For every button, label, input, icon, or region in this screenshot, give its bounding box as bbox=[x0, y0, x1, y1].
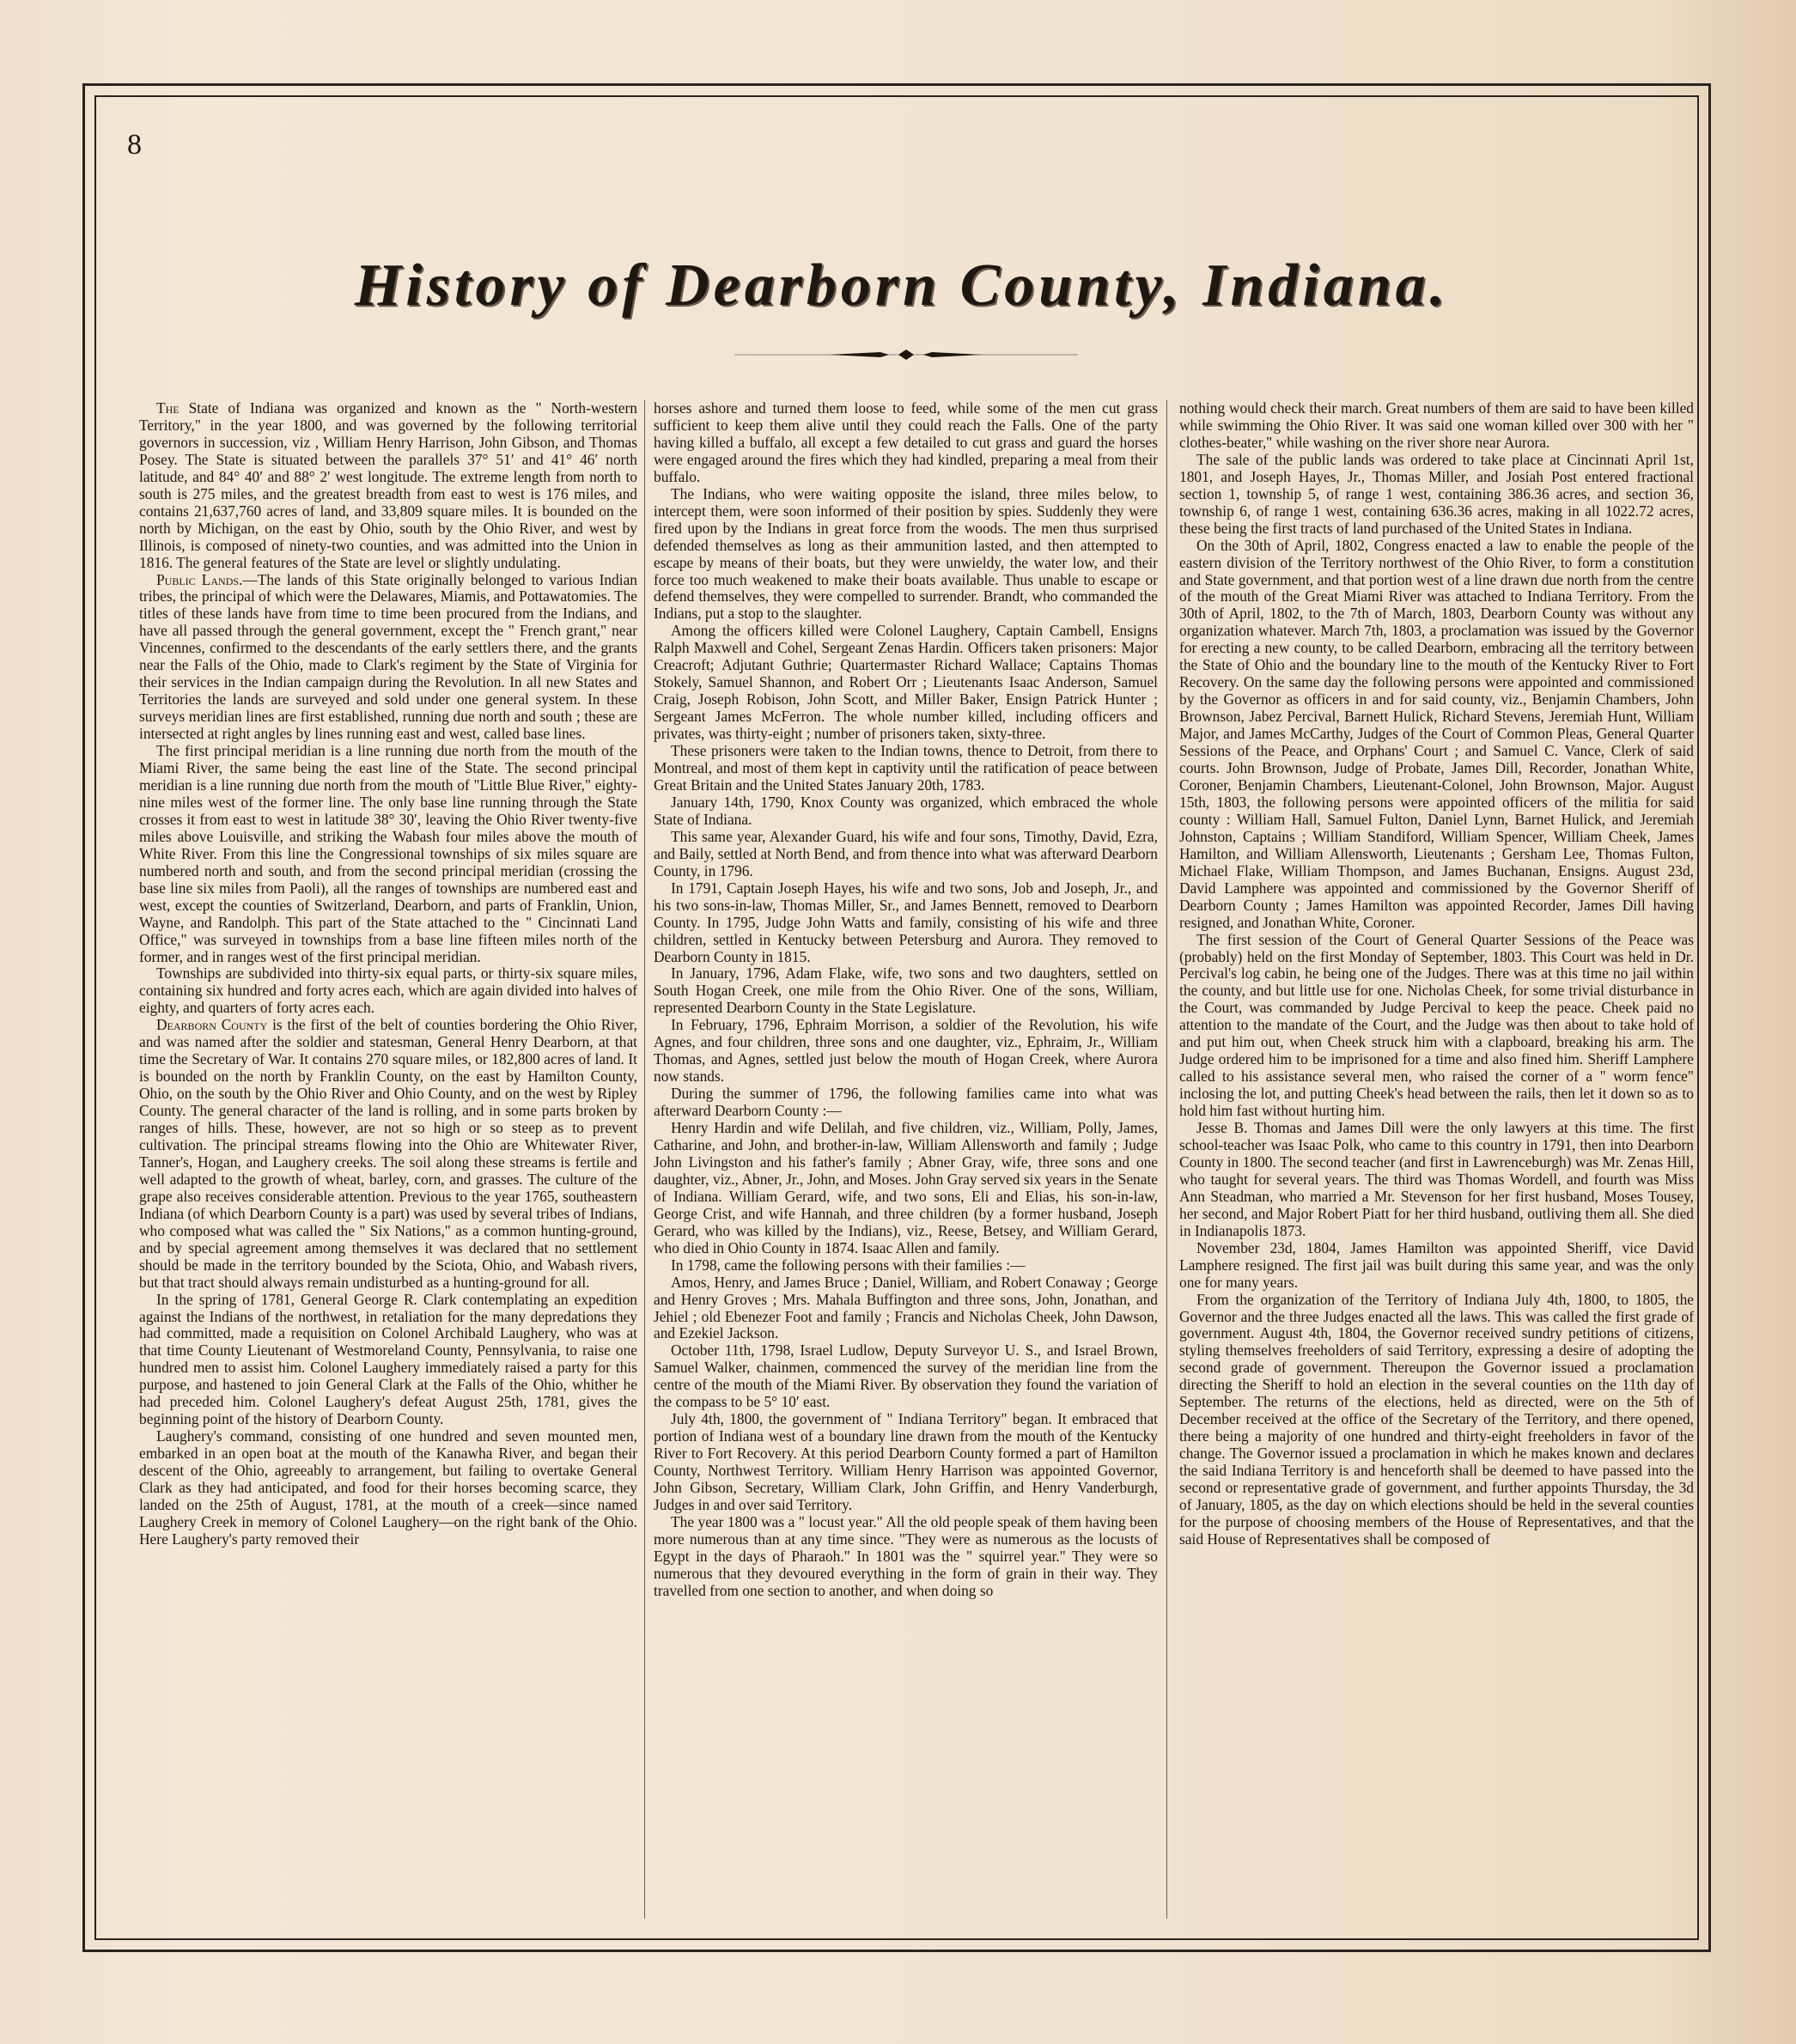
paragraph bbox=[654, 743, 1158, 794]
paragraph bbox=[139, 743, 637, 965]
paragraph-text: Amos, Henry, and James Bruce ; Daniel, William, and Robert Conaway ; George and Henry Groves ; Mrs. Mahala Buffington and three sons, John, Jonathan, and Jehiel ; old Ebenezer Foot and family ; Francis and Nicholas Cheek, John Dawson, and Ezekiel Jackson. bbox=[654, 1273, 1158, 1342]
paragraph-text: October 11th, 1798, Israel Ludlow, Deputy Surveyor U. S., and Israel Brown, Samuel Walker, chainmen, commenced the survey of the meridian line from the centre of the mouth of the Miami River. By observation they found the variation of the compass to be 5° 10′ east. bbox=[654, 1341, 1158, 1411]
paragraph-text: This same year, Alexander Guard, his wife and four sons, Timothy, David, Ezra, and Baily, settled at North Bend, and from thence into what was afterward Dearborn County, in 1796. bbox=[654, 827, 1158, 879]
paragraph bbox=[1179, 452, 1694, 538]
paragraph-text: Townships are subdivided into thirty-six equal parts, or thirty-six square miles, containing six hundred and forty acres each, which are again divided into halves of eighty, and quarters of forty acres each. bbox=[139, 964, 637, 1017]
text-column-3 bbox=[1166, 400, 1694, 1919]
paragraph bbox=[654, 1257, 1158, 1274]
paragraph-text: The first session of the Court of General Quarter Sessions of the Peace was (probably) held on the first Monday of September, 1803. This Court was held in Dr. Percival's log cabin, he being one of the Judges. There was at this time no jail within the county, and but little use for one. Nicholas Cheek, for some trivial disturbance in the Court, was commanded by Judge Percival to keep the peace. Cheek paid no attention to the mandate of the Court, and the Judge was then about to take hold of and put him out, when Cheek struck him with a clapboard, breaking his arm. The Judge ordered him to be imprisoned for a time and also fined him. Sheriff Lamphere called to his assistance several men, who raised the corner of a " worm fence" inclosing the lot, and putting Cheek's head between the rails, then let it down so as to hold him fast without hurting him. bbox=[1179, 930, 1694, 1120]
paragraph-text: State of Indiana was organized and known as the " North-western Territory," in the year 1800, and was governed by the following territorial governors in succession, viz , William Henry Harrison, John Gibson, and Thomas Posey. The State is situated between the parallels 37° 51′ and 41° 46′ north latitude, and 84° 40′ and 88° 2′ west longitude. The extreme length from north to south is 275 miles, and the greatest breadth from east to west is 176 miles, and contains 21,637,760 acres of land, and 33,809 square miles. It is bounded on the north by Michigan, on the east by Ohio, south by the Ohio River, and west by Illinois, is composed of ninety-two counties, and was admitted into the Union in 1816. The general features of the State are level or slightly undulating. bbox=[139, 400, 637, 571]
paragraph-text: nothing would check their march. Great numbers of them are said to have been killed while swimming the Ohio River. It was said one woman killed over 300 with her " clothes-beater," while washing on the river shore near Aurora. bbox=[1179, 400, 1694, 451]
paragraph bbox=[1179, 932, 1694, 1120]
paragraph-lead-in: The bbox=[156, 400, 180, 417]
article-body bbox=[139, 400, 1694, 1919]
paragraph-text: Laughery's command, consisting of one hundred and seven mounted men, embarked in an open boat at the mouth of the Kanawha River, and began their descent of the Ohio, agreeably to arrangement, but failing to overtake General Clark as they had anticipated, and food for their horses becoming scarce, they landed on the 25th of August, 1781, at the mouth of a creek—since named Laughery Creek in memory of Colonel Laughery—on the right bank of the Ohio. Here Laughery's party removed their bbox=[139, 1427, 637, 1548]
paragraph bbox=[654, 1274, 1158, 1343]
paragraph bbox=[654, 794, 1158, 829]
paragraph-text: In the spring of 1781, General George R. Clark contemplating an expedition against the Indians of the northwest, in retaliation for the many depredations they had committed, made a requisition on Colonel Archibald Laughery, who was at that time County Lieutenant of Westmoreland County, Pennsylvania, to raise one hundred men to assist him. Colonel Laughery immediately raised a party for this purpose, and hastened to join General Clark at the Falls of the Ohio, whither he had preceded him. Colonel Laughery's defeat August 25th, 1781, gives the beginning point of the history of Dearborn County. bbox=[139, 1290, 637, 1428]
paragraph bbox=[654, 1342, 1158, 1411]
paragraph bbox=[1179, 1120, 1694, 1240]
paragraph-text: The Indians, who were waiting opposite the island, three miles below, to intercept them, were soon informed of their position by spies. Suddenly they were fired upon by the Indians in great force from the woods. The men thus surprised defended themselves as long as their ammunition lasted, and then attempted to escape by means of their boats, but they were unwieldy, the water low, and their force too much weakened to make their boats available. Thus unable to escape or defend themselves, they were compelled to surrender. Brandt, who commanded the Indians, put a stop to the slaughter. bbox=[654, 484, 1158, 623]
paragraph-text: is the first of the belt of counties bordering the Ohio River, and was named after the soldier and statesman, General Henry Dearborn, at that time the Secretary of War. It contains 270 square miles, or 182,800 acres of land. It is bounded on the north by Franklin County, on the east by Hamilton County, Ohio, on the south by the Ohio River and Ohio County, and on the west by Ripley County. The general character of the land is rolling, and in some parts broken by ranges of hills. These, however, are not so high or so steep as to prevent cultivation. The principal streams flowing into the Ohio are Whitewater River, Tanner's, Hogan, and Laughery creeks. The soil along these streams is fertile and well adapted to the growth of wheat, barley, corn, and grasses. The culture of the grape also receives considerable attention. Previous to the year 1765, southeastern Indiana (of which Dearborn County is a part) was used by several tribes of Indians, who composed what was called the " Six Nations," as a common hunting-ground, and by special agreement among themselves it was declared that no settlement should be made in the territory bounded by the Sciota, Ohio, and Wabash rivers, but that tract should always remain undisturbed as a hunting-ground for all. bbox=[139, 1016, 637, 1291]
paragraph bbox=[654, 1120, 1158, 1257]
paragraph-text: In 1798, came the following persons with their families :— bbox=[671, 1256, 1026, 1274]
paragraph-text: July 4th, 1800, the government of " Indiana Territory" began. It embraced that portion of Indiana west of a boundary line drawn from the mouth of the Kentucky River to Fort Recovery. At this period Dearborn County formed a part of Hamilton County, Northwest Territory. William Henry Harrison was appointed Governor, John Gibson, Secretary, William Clark, John Griffin, and Henry Vanderburgh, Judges in and over said Territory. bbox=[654, 1410, 1158, 1513]
paragraph bbox=[654, 829, 1158, 880]
paragraph-text: horses ashore and turned them loose to feed, while some of the men cut grass sufficient to keep them alive until they could reach the Falls. One of the party having killed a buffalo, all except a few detailed to cut grass and guard the horses were engaged around the fires which they had kindled, preparing a meal from their buffalo. bbox=[654, 400, 1158, 485]
page-number: 8 bbox=[127, 129, 142, 161]
paragraph bbox=[654, 486, 1158, 624]
text-column-1 bbox=[139, 400, 644, 1919]
paragraph bbox=[654, 400, 1158, 486]
paragraph bbox=[139, 572, 637, 744]
paragraph bbox=[654, 623, 1158, 743]
paragraph bbox=[1179, 1292, 1694, 1548]
page-title: History of Dearborn County, Indiana. bbox=[354, 252, 1450, 319]
paragraph bbox=[139, 1292, 637, 1429]
paragraph-text: In 1791, Captain Joseph Hayes, his wife and two sons, Job and Joseph, Jr., and his two sons-in-law, Thomas Miller, Sr., and James Bennett, removed to Dearborn County. In 1795, Judge John Watts and family, consisting of his wife and three children, settled in Kentucky between Petersburg and Aurora. They removed to Dearborn County in 1815. bbox=[654, 879, 1158, 965]
paragraph bbox=[139, 965, 637, 1017]
paragraph bbox=[139, 1428, 637, 1548]
paragraph-text: On the 30th of April, 1802, Congress enacted a law to enable the people of the eastern division of the Territory northwest of the Ohio River, to form a constitution and State government, and that portion west of a line drawn due north from the centre of the mouth of the Great Miami River was attached to Indiana Territory. From the 30th of April, 1802, to the 7th of March, 1803, Dearborn County was without any organization whatever. March 7th, 1803, a proclamation was issued by the Governor for erecting a new county, to be called Dearborn, embracing all the territory between the State of Ohio and the boundary line to the mouth of the Kentucky River to Fort Recovery. On the same day the following persons were appointed and commissioned by the Governor as officers in and for said county, viz., Benjamin Chambers, John Brownson, Jabez Percival, Barnett Hulick, Richard Stevens, Jeremiah Hunt, William Major, and James McCarthy, Judges of the Court of Common Pleas, General Quarter Sessions of the Peace, and Orphans' Court ; and Samuel C. Vance, Clerk of said courts. John Brownson, Judge of Probate, James Dill, Recorder, Jonathan White, Coroner, Benjamin Chambers, Lieutenant-Colonel, John Brownson, Major. August 15th, 1803, the following persons were appointed officers of the militia for said county : William Hall, Samuel Fulton, Daniel Lynn, Barnet Hulick, and Jeremiah Johnston, Captains ; William Standiford, William Spencer, William Cheek, James Hamilton, and William Allensworth, Lieutenants ; Gersham Lee, Thomas Fulton, Michael Flake, William Thompson, and James Buchanan, Ensigns. August 23d, David Lamphere was appointed and commissioned by the Governor Sheriff of Dearborn County ; James Hamilton was appointed Recorder, James Dill having resigned, and Jonathan White, Coroner. bbox=[1179, 536, 1694, 931]
paragraph-text: During the summer of 1796, the following families came into what was afterward Dearborn County :— bbox=[654, 1085, 1158, 1120]
paragraph bbox=[654, 965, 1158, 1017]
paragraph-text: The year 1800 was a " locust year." All the old people speak of them having been more numerous than at any time since. "They were as numerous as the locusts of Egypt in the days of Pharaoh." In 1801 was the " squirrel year." They were so numerous that they devoured everything in the form of grain in their way. They travelled from one section to another, and when doing so bbox=[654, 1512, 1158, 1599]
paragraph-text: From the organization of the Territory of Indiana July 4th, 1800, to 1805, the Governor and the three Judges enacted all the laws. This was called the first grade of government. August 4th, 1804, the Governor received sundry petitions of citizens, styling themselves freeholders of said Territory, expressing a desire of adopting the second grade of government. Thereupon the Governor issued a proclamation directing the Sheriff to hold an election in the several counties on the 11th day of September. The returns of the elections, held as directed, were on the 5th of December received at the office of the Secretary of the Territory, and there opened, there being a majority of one hundred and thirty-eight freeholders in favor of the change. The Governor issued a proclamation in which he makes known and declares the said Indiana Territory is and henceforth shall be deemed to have passed into the second or representative grade of government, and further appoints Thursday, the 3d of January, 1805, as the day on which elections should be held in the several counties for the purpose of choosing members of the House of Representatives, and that the said House of Representatives shall be composed of bbox=[1179, 1290, 1694, 1548]
paragraph-lead-in: Public Lands. bbox=[156, 570, 243, 588]
paragraph bbox=[139, 1017, 637, 1291]
paragraph bbox=[654, 880, 1158, 966]
paragraph bbox=[654, 1514, 1158, 1600]
paragraph bbox=[139, 400, 637, 572]
paragraph-text: The first principal meridian is a line running due north from the mouth of the Miami River, the same being the east line of the State. The second principal meridian is a line running due north from the mouth of "Little Blue River," eighty-nine miles west of the former line. The only base line running through the State crosses it from east to west in latitude 38° 30′, leaving the Ohio River twenty-five miles above Louisville, and striking the Wabash four miles above the mouth of White River. From this line the Congressional townships of six miles square are numbered north and south, and from the second principal meridian (crossing the base line six miles from Paoli), all the ranges of townships are numbered east and west, except the counties of Switzerland, Dearborn, and parts of Franklin, Union, Wayne, and Randolph. This part of the State attached to the " Cincinnati Land Office," was surveyed in townships from a base line fifteen miles north of the former, and in ranges west of the first principal meridian. bbox=[139, 742, 637, 965]
paragraph bbox=[1179, 400, 1694, 452]
paragraph-text: In January, 1796, Adam Flake, wife, two sons and two daughters, settled on South Hogan Creek, one mile from the Ohio River. One of the sons, William, represented Dearborn County in the State Legislature. bbox=[654, 964, 1158, 1017]
paragraph-text: Among the officers killed were Colonel Laughery, Captain Cambell, Ensigns Ralph Maxwell and Cohel, Sergeant Zenas Hardin. Officers taken prisoners: Major Creacroft; Adjutant Guthrie; Quartermaster Richard Wallace; Captains Thomas Stokely, Samuel Shannon, and Robert Orr ; Lieutenants Isaac Anderson, Samuel Craig, Joseph Robison, John Scott, and Miller Baker, Ensign Patrick Hunter ; Sergeant James McFerron. The whole number killed, including officers and privates, was thirty-eight ; number of prisoners taken, sixty-three. bbox=[654, 622, 1158, 743]
paragraph bbox=[654, 1017, 1158, 1086]
paragraph bbox=[1179, 538, 1694, 932]
paragraph-text: January 14th, 1790, Knox County was organized, which embraced the whole State of Indiana. bbox=[654, 793, 1158, 828]
paragraph-lead-in: Dearborn County bbox=[156, 1016, 268, 1034]
paragraph bbox=[654, 1086, 1158, 1120]
paragraph-text: These prisoners were taken to the Indian towns, thence to Detroit, from there to Montreal, and most of them kept in captivity until the ratification of peace between Great Britain and the United States January 20th, 1783. bbox=[654, 742, 1158, 794]
title-ornament-divider bbox=[734, 349, 1078, 361]
paragraph-text: Henry Hardin and wife Delilah, and five children, viz., William, Polly, James, Catharine, and John, and brother-in-law, William Allensworth and family ; Judge John Livingston and his father's family ; Abner Gray, wife, three sons and one daughter, viz., Abner, Jr., John, and Moses. John Gray served six years in the Senate of Indiana. William Gerard, wife, and two sons, Eli and Elias, his son-in-law, George Crist, and wife Hannah, and three children (by a former husband, Joseph Gerard, who was killed by the Indians), viz., Reese, Betsey, and William Gerard, who died in Ohio County in 1874. Isaac Allen and family. bbox=[654, 1119, 1158, 1256]
text-column-2 bbox=[644, 400, 1166, 1919]
paragraph bbox=[654, 1411, 1158, 1514]
paragraph bbox=[1179, 1240, 1694, 1292]
paragraph-text: The sale of the public lands was ordered to take place at Cincinnati April 1st, 1801, and Joseph Hayes, Jr., Thomas Miller, and Josiah Post entered fractional section 1, township 5, of range 1 west, containing 386.36 acres, and section 36, township 6, of range 1 west, containing 636.36 acres, making in all 1022.72 acres, these being the first tracts of land purchased of the United States in Indiana. bbox=[1179, 450, 1694, 537]
paragraph-text: Jesse B. Thomas and James Dill were the only lawyers at this time. The first school-teacher was Isaac Polk, who came to this country in 1791, then into Dearborn County in 1800. The second teacher (and first in Lawrenceburgh) was Mr. Zenas Hill, who taught for several years. The third was Thomas Wordell, and fourth was Miss Ann Steadman, who married a Mr. Stevenson for her first husband, Moses Tousey, her second, and Major Robert Piatt for her third husband, outliving them all. She died in Indianapolis 1873. bbox=[1179, 1119, 1694, 1239]
paragraph-text: November 23d, 1804, James Hamilton was appointed Sheriff, vice David Lamphere resigned. The first jail was built during this same year, and was the only one for many years. bbox=[1179, 1238, 1694, 1291]
paragraph-text: In February, 1796, Ephraim Morrison, a soldier of the Revolution, his wife Agnes, and four children, three sons and one daughter, viz., Ephraim, Jr., William Thomas, and Agnes, settled just below the mouth of Hogan Creek, where Aurora now stands. bbox=[654, 1016, 1158, 1086]
paragraph-text: —The lands of this State originally belonged to various Indian tribes, the principal of which were the Delawares, Miamis, and Pottawatomies. The titles of these lands have from time to time been procured from the Indians, and have all passed through the general government, except the " French grant," near Vincennes, confirmed to the descendants of the early settlers there, and the grants near the Falls of the Ohio, made to Clark's regiment by the State of Virginia for their services in the Indian campaign during the Revolution. In all new States and Territories the lands are surveyed and sold under one general system. In these surveys meridian lines are first established, running due north and south ; these are intersected at right angles by lines running east and west, called base lines. bbox=[139, 570, 637, 743]
